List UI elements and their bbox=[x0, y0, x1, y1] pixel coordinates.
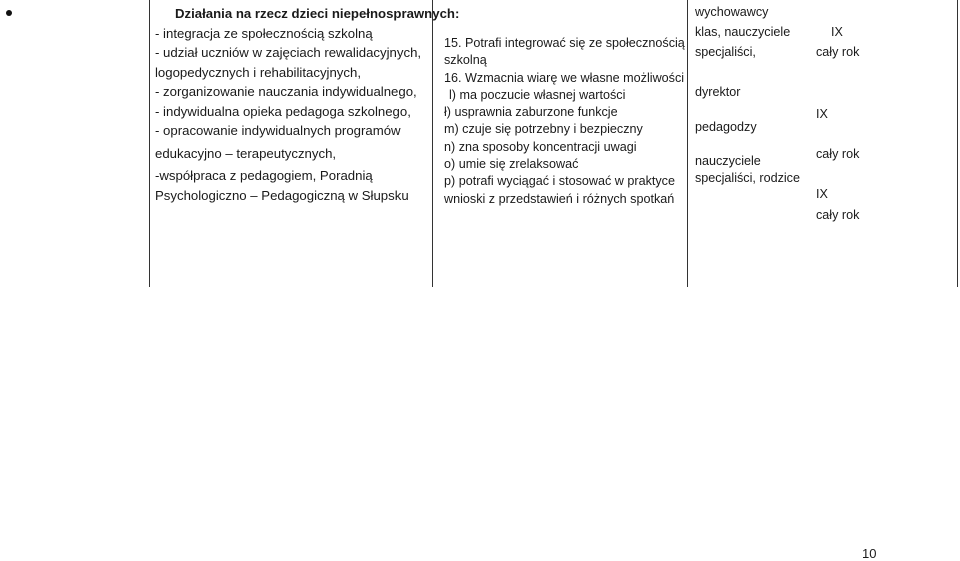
outcome-line: m) czuje się potrzebny i bezpieczny bbox=[444, 122, 643, 137]
outcome-line: p) potrafi wyciągać i stosować w praktyce bbox=[444, 174, 675, 189]
table-border-right bbox=[957, 0, 958, 287]
action-line: - opracowanie indywidualnych programów bbox=[155, 123, 401, 138]
schedule-item: cały rok bbox=[816, 45, 860, 59]
outcome-line: wnioski z przedstawień i różnych spotkań bbox=[444, 191, 675, 206]
action-line: Psychologiczno – Pedagogiczną w Słupsku bbox=[155, 187, 409, 203]
outcome-line: 15. Potrafi integrować się ze społecznością bbox=[444, 36, 685, 50]
outcome-line: n) zna sposoby koncentracji uwagi bbox=[444, 139, 637, 154]
action-line: - indywidualna opieka pedagoga szkolnego, bbox=[155, 103, 411, 119]
responsible-item: pedagodzy bbox=[695, 120, 757, 134]
schedule-item: IX bbox=[816, 107, 828, 121]
schedule-item: cały rok bbox=[816, 208, 860, 222]
outcome-line: o) umie się zrelaksować bbox=[444, 157, 579, 172]
actions-heading: Działania na rzecz dzieci niepełnosprawnych: bbox=[175, 6, 460, 21]
action-line: - udział uczniów w zajęciach rewalidacyjnych, bbox=[155, 45, 422, 60]
schedule-item: IX bbox=[831, 25, 843, 39]
action-line: -współpraca z pedagogiem, Poradnią bbox=[155, 168, 373, 183]
action-line: - integracja ze społecznością szkolną bbox=[155, 25, 373, 41]
outcome-line: l) ma poczucie własnej wartości bbox=[449, 87, 626, 102]
outcome-line: 16. Wzmacnia wiarę we własne możliwości bbox=[444, 70, 685, 85]
schedule-item: IX bbox=[816, 187, 828, 201]
action-line: edukacyjno – terapeutycznych, bbox=[155, 145, 337, 161]
responsible-item: specjaliści, rodzice bbox=[695, 171, 800, 185]
schedule-item: cały rok bbox=[816, 147, 860, 161]
page-number: 10 bbox=[862, 546, 877, 561]
outcome-line: ł) usprawnia zaburzone funkcje bbox=[444, 105, 618, 120]
responsible-item: klas, nauczyciele bbox=[695, 25, 791, 39]
actions-column bbox=[155, 4, 459, 205]
action-line: logopedycznych i rehabilitacyjnych, bbox=[155, 64, 361, 80]
responsible-item: nauczyciele bbox=[695, 154, 761, 168]
responsible-item: wychowawcy bbox=[695, 5, 769, 19]
table-border-left bbox=[149, 0, 150, 287]
responsible-item: dyrektor bbox=[695, 85, 741, 99]
outcome-line: szkolną bbox=[444, 53, 487, 68]
action-line: - zorganizowanie nauczania indywidualnego, bbox=[155, 84, 417, 99]
bullet-icon bbox=[6, 10, 12, 16]
outcomes-column bbox=[444, 35, 685, 208]
table-border-col3 bbox=[687, 0, 688, 287]
responsible-item: specjaliści, bbox=[695, 45, 756, 59]
